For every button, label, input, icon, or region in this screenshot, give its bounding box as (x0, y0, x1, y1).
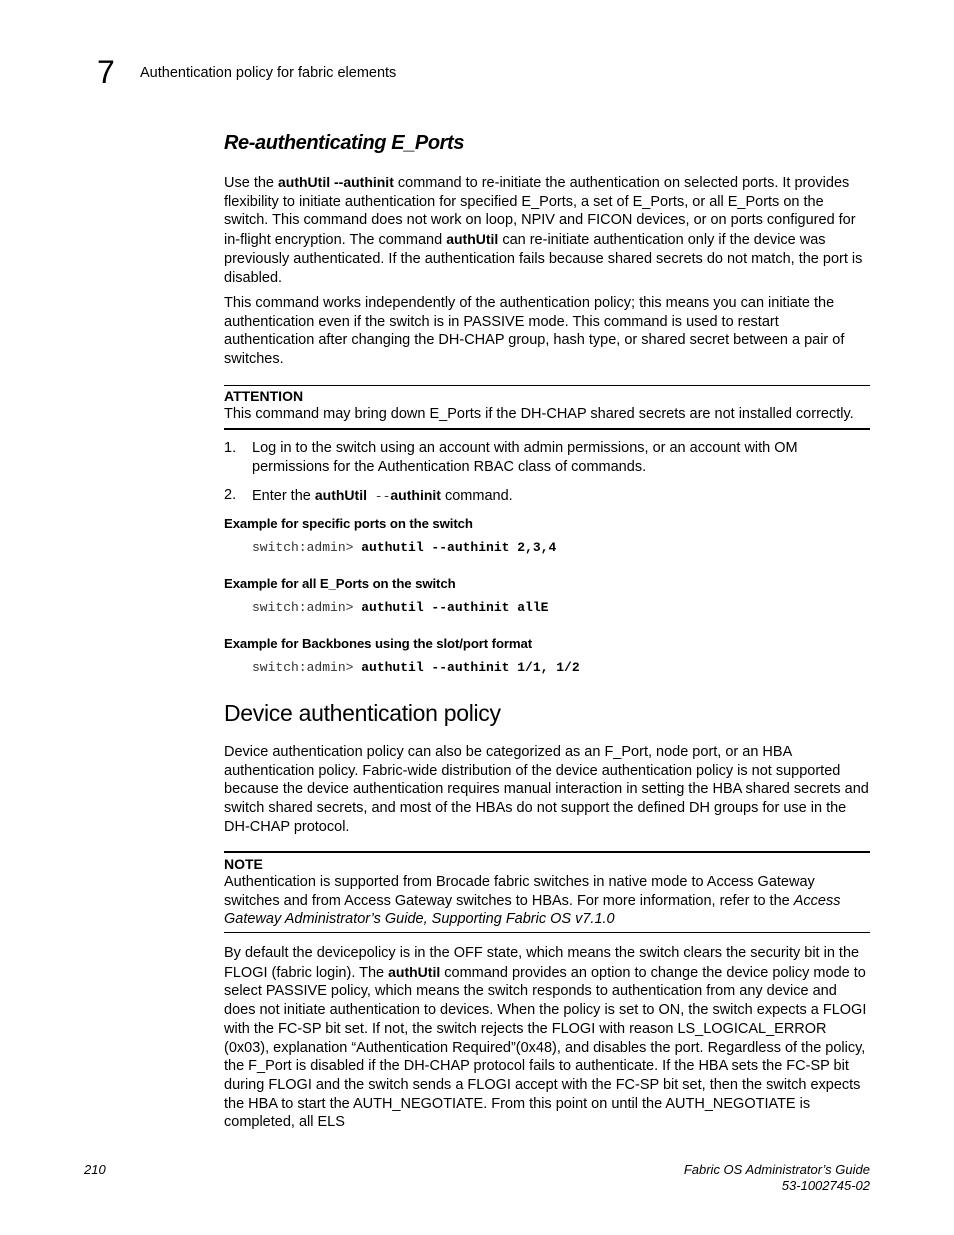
paragraph-reauth-policy: This command works independently of the authentication policy; this means you can initiate the authentication even if the switch is in PASSIVE mode. This command is used to restart authentication after changing the DH-CHAP group, hash type, or shared secret between a pair of switches. (224, 295, 845, 368)
code-example: switch:admin> authutil --authinit allE (252, 600, 549, 615)
chapter-title: Authentication policy for fabric elements (140, 65, 397, 81)
footer-doc-title: Fabric OS Administrator’s Guide (683, 1162, 870, 1177)
step-text: Enter the authUtil --authinit command. (252, 487, 513, 504)
step-2 (224, 486, 870, 506)
note-bottom-rule (224, 932, 870, 933)
page-number: 210 (84, 1162, 106, 1177)
attention-bottom-rule (224, 428, 870, 430)
note-reference: Access Gateway Administrator’s Guide, Supporting Fabric OS v7.1.0 (224, 892, 841, 928)
inline-command: authUtil (314, 487, 367, 503)
chapter-number: 7 (97, 54, 115, 90)
example-label: Example for Backbones using the slot/port format (224, 636, 533, 651)
inline-command: authUtil (446, 231, 499, 248)
code-example: switch:admin> authutil --authinit 2,3,4 (252, 540, 557, 555)
example-label: Example for all E_Ports on the switch (224, 576, 456, 591)
example-label: Example for specific ports on the switch (224, 516, 473, 531)
footer-doc-number: 53-1002745-02 (781, 1178, 870, 1193)
inline-command: authinit (390, 487, 441, 503)
note-top-rule (224, 851, 870, 853)
attention-top-rule (224, 385, 870, 386)
step-text: Log in to the switch using an account with admin permissions, or an account with OM permissions for the Authentication RBAC class of commands. (252, 440, 798, 475)
section-heading-reauth: Re-authenticating E_Ports (224, 132, 465, 154)
paragraph-device-auth: Device authentication policy can also be categorized as an F_Port, node port, or an HBA authentication policy. Fabric-wide distribution of the device authentication policy is not supported because the device authentication requires manual interaction in setting the HBA shared secrets and switch shared secrets, and most of the HBAs do not support the defined DH groups for use in the DH-CHAP protocol. (224, 744, 869, 835)
attention-text: This command may bring down E_Ports if the DH-CHAP shared secrets are not installed correctly. (224, 406, 854, 422)
note-text: Authentication is supported from Brocade fabric switches in native mode to Access Gateway switches and from Access Gateway switches to HBAs. For more information, refer to the Access Gateway Administrator’s Guide, Supporting Fabric OS v7.1.0 (224, 874, 841, 928)
attention-label: ATTENTION (224, 388, 304, 404)
paragraph-reauth-intro: Use the authUtil --authinit command to re-initiate the authentication on selected ports. It provides flexibility to initiate authentication for specified E_Ports, a set of E_Ports, or all E_Ports on the switch. This command does not work on loop, NPIV and FICON devices, or on ports configured for in-flight encryption. The command authUtil can re-initiate authentication only if the device was previously authenticated. If the authentication fails because shared secrets do not match, the port is disabled. (224, 174, 863, 286)
code-example: switch:admin> authutil --authinit 1/1, 1/2 (252, 660, 580, 675)
section-heading-device-auth: Device authentication policy (224, 700, 501, 726)
paragraph-device-policy: By default the devicepolicy is in the OFF state, which means the switch clears the security bit in the FLOGI (fabric login). The authUtil command provides an option to change the device policy mode to select PASSIVE policy, which means the switch responds to authentication from any device and does not initiate authentication to devices. When the policy is set to ON, the switch expects a FLOGI with the FC-SP bit set. If not, the switch rejects the FLOGI with reason LS_LOGICAL_ERROR (0x03), explanation “Authentication Required”(0x48), and disables the port. Regardless of the policy, the F_Port is disabled if the DH-CHAP protocol fails to authenticate. If the HBA sets the FC-SP bit during FLOGI and the switch sends a FLOGI accept with the FC-SP bit set, then the switch expects the HBA to start the AUTH_NEGOTIATE. From this point on until the AUTH_NEGOTIATE is completed, all ELS (224, 945, 867, 1131)
step-number: 1. (224, 440, 237, 456)
note-label: NOTE (224, 856, 263, 872)
inline-command: authUtil (388, 963, 441, 980)
step-number: 2. (224, 487, 237, 503)
inline-command: authUtil --authinit (278, 174, 394, 190)
step-1 (224, 439, 870, 479)
